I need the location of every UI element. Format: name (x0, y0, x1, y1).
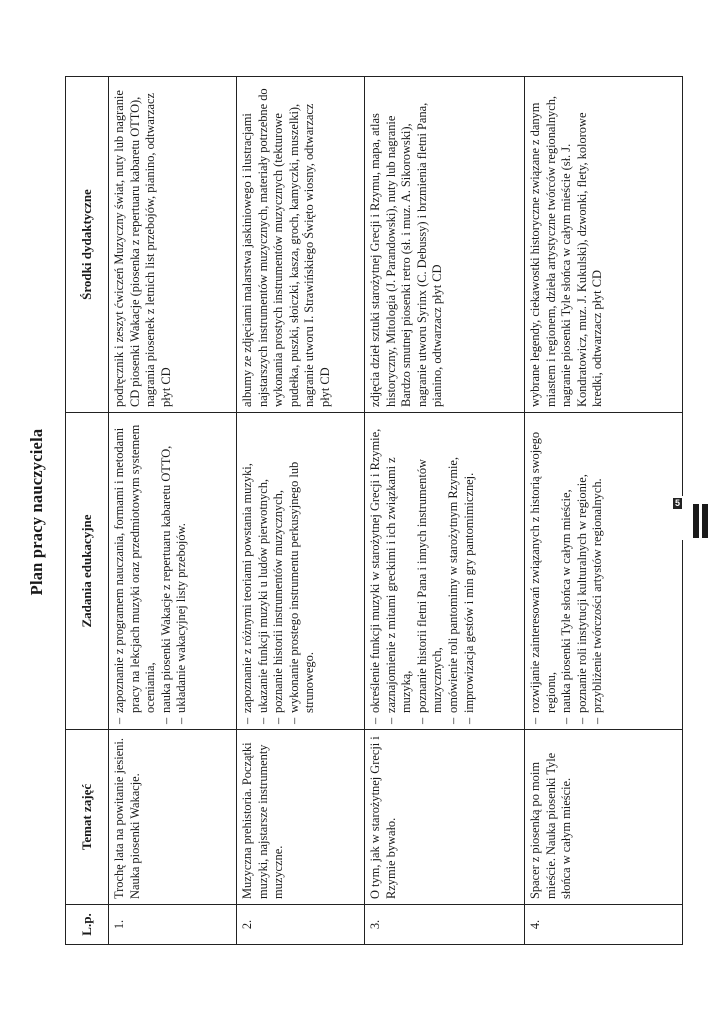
header-topic: Temat zajęć (66, 730, 109, 905)
task-item: – nauka piosenki Wakacje z repertuaru kabaretu OTTO, (159, 418, 175, 724)
lesson-plan-table (65, 76, 683, 945)
row-lp: 1. (109, 905, 237, 945)
header-tasks: Zadania edukacyjne (66, 413, 109, 730)
page-title: Plan pracy nauczyciela (27, 428, 46, 596)
page-number-badge (669, 496, 710, 540)
row-lp: 2. (237, 905, 365, 945)
task-item: – nauka piosenki Tyle słońca w całym mieście, (559, 418, 575, 724)
row-topic: Trochę lata na powitanie jesieni. Nauka piosenki Wakacje. (109, 730, 237, 905)
task-item: – określenie funkcji muzyki w starożytnej Grecji i Rzymie, (368, 418, 384, 724)
task-item: – zapoznanie z programem nauczania, formami i metodami pracy na lekcjach muzyki oraz przedmiotowym systemem oceniania, (112, 418, 159, 724)
row-tasks (237, 413, 365, 730)
section-marker-bar (702, 504, 708, 538)
task-item: – rozwijanie zainteresowań związanych z historią swojego regionu, (528, 418, 559, 724)
row-resources: albumy ze zdjęciami malarstwa jaskiniowego i ilustracjami najstarszych instrumentów muzycznych, materiały potrzebne do wykonania prostych instrumentów muzycznych (tekturowe pudełka, puszki, słoiczki, kasza, groch, kamyczki, muszelki), nagranie utworu I. Strawińskiego Święto wiosny, odtwarzacz płyt CD (237, 77, 365, 413)
section-marker-bar (693, 504, 699, 538)
table-row (109, 77, 237, 945)
task-item: – wykonanie prostego instrumentu perkusyjnego lub strunowego. (287, 418, 318, 724)
task-item: – omówienie roli pantomimy w starożytnym Rzymie, (446, 418, 462, 724)
task-item: – poznanie roli instytucji kulturalnych w regionie, (575, 418, 591, 724)
task-item: – improwizacja gestów i min gry pantomimicznej. (462, 418, 478, 724)
header-lp: L.p. (66, 905, 109, 945)
table-row (525, 77, 683, 945)
table-header-row (66, 77, 109, 945)
row-tasks (365, 413, 525, 730)
row-resources: podręcznik i zeszyt ćwiczeń Muzyczny świat, nuty lub nagranie CD piosenki Wakacje (piosenka z repertuaru kabaretu OTTO), nagrania piosenek z letnich list przebojów, pianino, odtwarzacz płyt CD (109, 77, 237, 413)
row-lp: 3. (365, 905, 525, 945)
row-topic: Muzyczna prehistoria. Początki muzyki, najstarsze instrumenty muzyczne. (237, 730, 365, 905)
table-row (365, 77, 525, 945)
task-item: – ukazanie funkcji muzyki u ludów pierwotnych, (256, 418, 272, 724)
header-resources: Środki dydaktyczne (66, 77, 109, 413)
row-lp: 4. (525, 905, 683, 945)
task-item: – poznanie historii fletni Pana i innych instrumentów muzycznych, (415, 418, 446, 724)
task-item: – układanie wakacyjnej listy przebojów. (174, 418, 190, 724)
row-resources: wybrane legendy, ciekawostki historyczne związane z danym miastem i regionem, dzieła artystyczne twórców regionalnych, nagranie piosenki Tyle słońca w całym mieście (sł. J. Kondratowicz, muz. J. Kukulski), dzwonki, flety, kolorowe kredki, odtwarzacz płyt CD (525, 77, 683, 413)
row-resources: zdjęcia dzieł sztuki starożytnej Grecji i Rzymu, mapa, atlas historyczny, Mitologia (J. Parandowski), nuty lub nagranie Bardzo smutnej piosenki retro (sł. i muz. A. Sikorowski), nagranie utworu Syrinx (C. Debussy) i brzmienia fletni Pana, pianino, odtwarzacz płyt CD (365, 77, 525, 413)
task-item: – przybliżenie twórczości artystów regionalnych. (590, 418, 606, 724)
row-topic: Spacer z piosenką po moim mieście. Nauka piosenki Tyle słońca w całym mieście. (525, 730, 683, 905)
rotated-page (25, 32, 685, 992)
table-row (237, 77, 365, 945)
task-item: – zapoznanie z różnymi teoriami powstania muzyki, (240, 418, 256, 724)
row-tasks (109, 413, 237, 730)
task-item: – poznanie historii instrumentów muzycznych, (271, 418, 287, 724)
row-topic: O tym, jak w starożytnej Grecji i Rzymie bywało. (365, 730, 525, 905)
row-tasks (525, 413, 683, 730)
page-number: 5 (675, 498, 681, 508)
task-item: – zaznajomienie z mitami greckimi i ich związkami z muzyką, (384, 418, 415, 724)
